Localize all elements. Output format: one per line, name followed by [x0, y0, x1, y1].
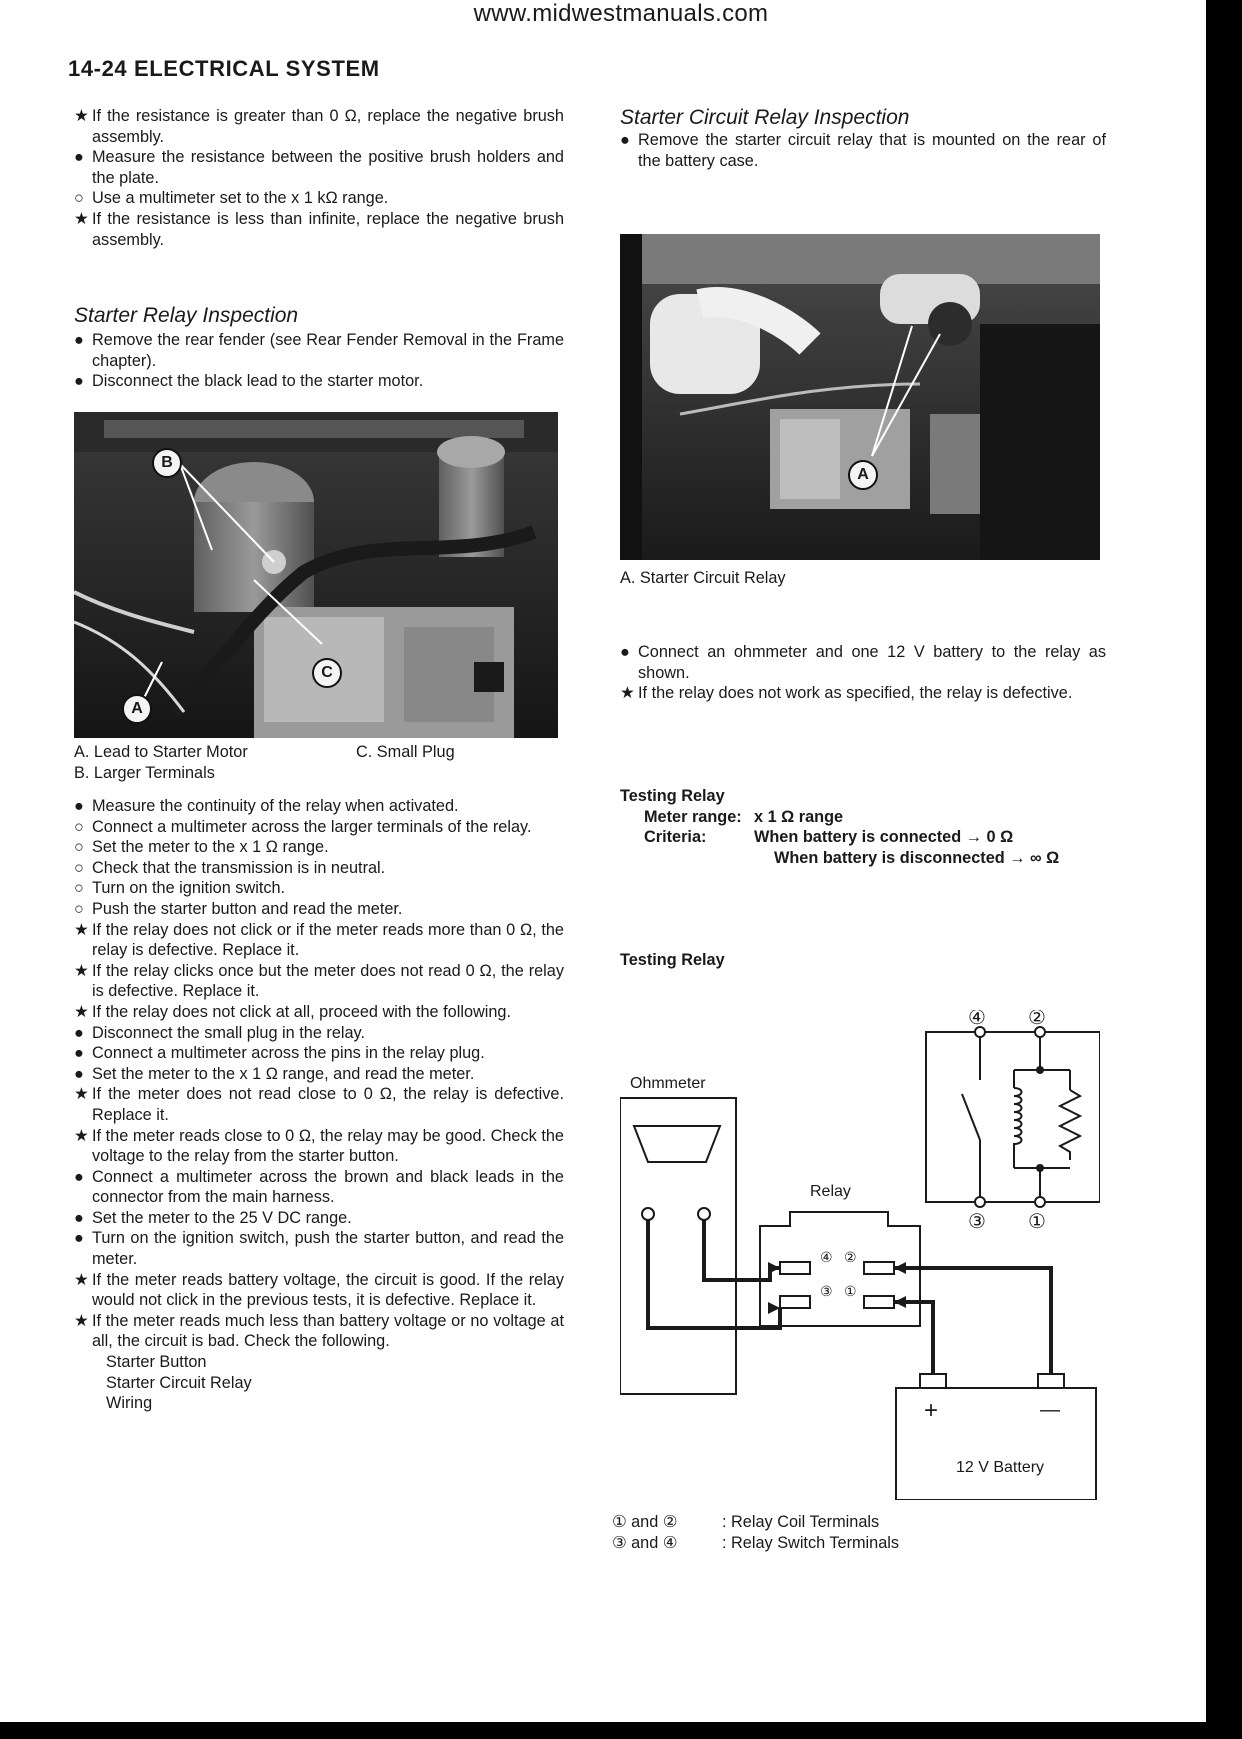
section-title: Starter Relay Inspection — [74, 304, 299, 327]
instruction-line: ○ Turn on the ignition switch. — [74, 879, 286, 898]
check-item: Starter Circuit Relay — [106, 1373, 252, 1392]
ohmmeter-terminal — [642, 1208, 654, 1220]
legend-row: ① and ② : Relay Coil Terminals — [612, 1513, 880, 1531]
relay-pin-label: ① — [844, 1283, 857, 1299]
instruction-line: ★ If the resistance is less than infinite, replace the negative brush assembly. — [74, 209, 564, 249]
instruction-line: ★ If the meter reads much less than battery voltage or no voltage at all, the circuit is bad. Check the following. — [74, 1311, 564, 1351]
battery-minus: — — [1040, 1399, 1060, 1421]
instruction-line: ● Connect a multimeter across the pins in the relay plug. — [74, 1044, 485, 1063]
caption-a: A. Lead to Starter Motor — [74, 743, 248, 761]
callout-c: C — [312, 658, 342, 688]
meter-label: Meter range: — [644, 807, 742, 826]
coil-symbol — [1014, 1088, 1022, 1150]
watermark: www.midwestmanuals.com — [473, 0, 769, 27]
spec-criteria-row — [620, 827, 1106, 848]
check-item: Wiring — [106, 1394, 153, 1413]
scan-edge-bottom — [0, 1722, 1242, 1739]
caption-b: B. Larger Terminals — [74, 763, 215, 782]
ohmmeter-dial — [634, 1126, 720, 1162]
spec-meter-row — [620, 807, 1106, 828]
resistor-symbol — [1060, 1090, 1080, 1160]
photo1-caption — [74, 742, 564, 783]
instruction-line: ● Connect an ohmmeter and one 12 V battery to the relay as shown. — [620, 643, 1106, 682]
instruction-line: ○ Push the starter button and read the meter. — [74, 899, 403, 918]
instruction-line: ● Turn on the ignition switch, push the starter button, and read the meter. — [74, 1229, 564, 1269]
circuit-relay-section — [620, 106, 1106, 171]
left-top-block — [74, 106, 564, 250]
left-bottom-block — [74, 796, 564, 1414]
battery-label: 12 V Battery — [956, 1459, 1045, 1476]
relay-pin-label: ③ — [820, 1283, 833, 1299]
switch-contact — [962, 1094, 980, 1140]
relay-pin-label: ④ — [820, 1249, 833, 1265]
instruction-line: ● Set the meter to the x 1 Ω range, and read the meter. — [74, 1064, 475, 1083]
battery-plus: + — [924, 1397, 939, 1424]
relay-pin-label: ② — [844, 1249, 857, 1265]
instruction-line: ★ If the meter reads close to 0 Ω, the relay may be good. Check the voltage to the relay from the starter button. — [74, 1126, 564, 1166]
instruction-line: ★ If the relay clicks once but the meter does not read 0 Ω, the relay is defective. Replace it. — [74, 961, 564, 1001]
starter-relay-photo — [74, 412, 558, 738]
instruction-line: ★ If the meter reads battery voltage, the circuit is good. If the relay would not click in the previous tests, it is defective. Replace it. — [74, 1270, 564, 1310]
diagram-legend — [612, 1512, 1092, 1553]
starter-relay-section — [74, 304, 564, 392]
instruction-line: ★ If the relay does not click or if the meter reads more than 0 Ω, the relay is defective. Replace it. — [74, 920, 564, 960]
meter-value: x 1 Ω range — [754, 807, 844, 826]
instruction-line: ★ If the meter does not read close to 0 Ω, the relay is defective. Replace it. — [74, 1085, 564, 1124]
starter-circuit-relay-photo — [620, 234, 1100, 560]
scan-edge-right — [1206, 0, 1242, 1739]
caption-c: C. Small Plug — [356, 743, 455, 761]
instruction-line: ○ Set the meter to the x 1 Ω range. — [74, 838, 329, 857]
instruction-line: ○ Connect a multimeter across the larger terminals of the relay. — [74, 817, 532, 836]
check-item: Starter Button — [106, 1353, 207, 1372]
instruction-line: ● Measure the continuity of the relay when activated. — [74, 797, 459, 815]
spec-criteria-row-2 — [620, 848, 1106, 869]
criteria-2: When battery is disconnected → ∞ Ω — [774, 848, 1060, 867]
criteria-1: When battery is connected → 0 Ω — [754, 828, 1014, 847]
relay-pin — [780, 1296, 810, 1308]
instruction-line: ● Measure the resistance between the positive brush holders and the plate. — [74, 148, 564, 187]
instruction-line: ● Disconnect the black lead to the starter motor. — [74, 372, 424, 391]
spec-title: Testing Relay — [620, 787, 725, 805]
diagram-title: Testing Relay — [620, 951, 725, 969]
instruction-line: ★ If the resistance is greater than 0 Ω, replace the negative brush assembly. — [74, 107, 564, 146]
relay-schematic-box — [926, 1032, 1100, 1202]
terminal-3-label: ③ — [968, 1211, 986, 1233]
ohmmeter-box — [620, 1098, 736, 1394]
terminal-1-label: ① — [1028, 1211, 1046, 1233]
relay-label: Relay — [810, 1183, 851, 1200]
legend-row: ③ and ④ : Relay Switch Terminals — [612, 1533, 900, 1552]
instruction-line: ● Connect a multimeter across the brown and black leads in the connector from the main harness. — [74, 1167, 564, 1207]
instruction-line: ● Remove the starter circuit relay that is mounted on the rear of the battery case. — [620, 131, 1106, 170]
relay-test-diagram — [620, 1010, 1100, 1500]
instruction-line: ★ If the relay does not click at all, proceed with the following. — [74, 1002, 512, 1021]
ohmmeter-terminal — [698, 1208, 710, 1220]
right-instructions — [620, 642, 1106, 704]
instruction-line: ● Disconnect the small plug in the relay. — [74, 1023, 365, 1042]
callout-a: A — [848, 460, 878, 490]
terminal-2-label: ② — [1028, 1010, 1046, 1029]
instruction-line: ○ Use a multimeter set to the x 1 kΩ range. — [74, 189, 389, 208]
callout-b: B — [152, 448, 182, 478]
callout-a: A — [122, 694, 152, 724]
page-header: 14-24 ELECTRICAL SYSTEM — [68, 56, 380, 81]
relay-pin — [864, 1296, 894, 1308]
relay-pin — [780, 1262, 810, 1274]
ohmmeter-label: Ohmmeter — [630, 1075, 706, 1092]
terminal-4-label: ④ — [968, 1010, 986, 1029]
instruction-line: ● Set the meter to the 25 V DC range. — [74, 1208, 352, 1227]
section-title: Starter Circuit Relay Inspection — [620, 106, 910, 129]
instruction-line: ○ Check that the transmission is in neutral. — [74, 858, 386, 877]
instruction-line: ● Remove the rear fender (see Rear Fender Removal in the Frame chapter). — [74, 331, 564, 370]
spec-block — [620, 786, 1106, 868]
criteria-label: Criteria: — [644, 828, 707, 847]
instruction-line: ★ If the relay does not work as specified, the relay is defective. — [620, 684, 1073, 703]
photo2-caption: A. Starter Circuit Relay — [620, 569, 786, 587]
relay-pin — [864, 1262, 894, 1274]
